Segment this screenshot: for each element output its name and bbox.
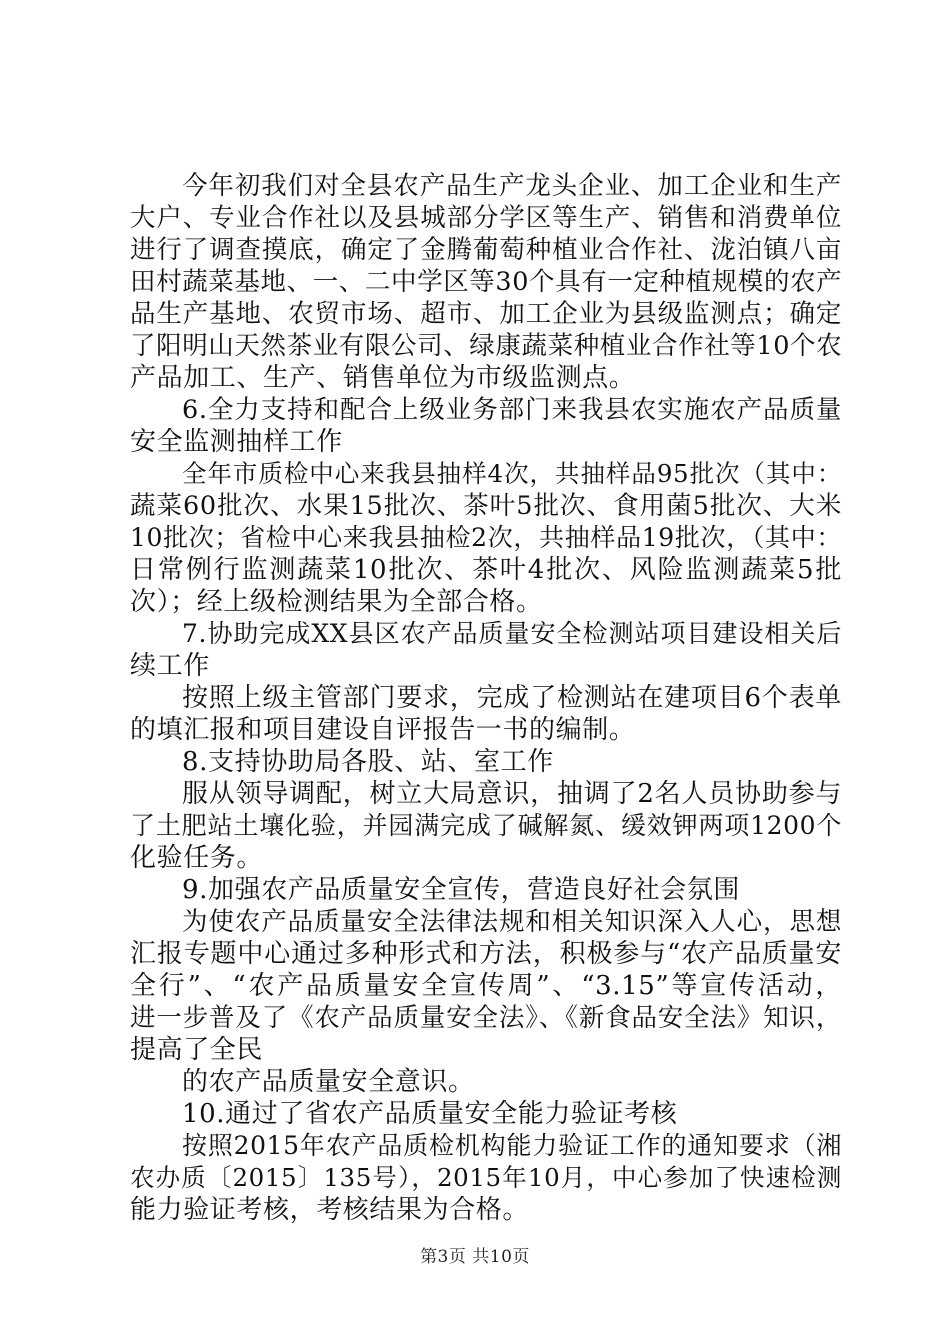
text-line: 全年市质检中心来我县抽样4次，共抽样品95批次（其中：: [182, 459, 842, 488]
page-number-footer: 第3页 共10页: [420, 1247, 530, 1267]
section-heading: 7.协助完成XX县区农产品质量安全检测站项目建设相关后: [182, 619, 842, 648]
text-line: 化验任务。: [130, 843, 264, 873]
text-line: 今年初我们对全县农产品生产龙头企业、加工企业和生产: [182, 171, 842, 201]
section-heading: 安全监测抽样工作: [130, 427, 343, 457]
document-body: [130, 170, 842, 1226]
section-heading: 10.通过了省农产品质量安全能力验证考核: [182, 1099, 678, 1129]
text-line: 产品加工、生产、销售单位为市级监测点。: [130, 363, 636, 393]
text-line: 按照2015年农产品质检机构能力验证工作的通知要求（湘: [182, 1131, 842, 1160]
text-line: 进一步普及了《农产品质量安全法》、《新食品安全法》知识，: [130, 1003, 842, 1033]
text-line: 为使农产品质量安全法律法规和相关知识深入人心，思想: [182, 907, 842, 937]
text-line: 品生产基地、农贸市场、超市、加工企业为县级监测点；确定: [130, 299, 842, 329]
text-line: 大户、专业合作社以及县城部分学区等生产、销售和消费单位: [130, 203, 842, 233]
section-heading: 8.支持协助局各股、站、室工作: [182, 747, 554, 777]
text-line: 能力验证考核，考核结果为合格。: [130, 1195, 530, 1225]
text-line: 了土肥站土壤化验，并园满完成了碱解氮、缓效钾两项1200个: [130, 811, 842, 840]
text-line: 服从领导调配，树立大局意识，抽调了2名人员协助参与: [182, 779, 842, 809]
text-line: 全行”、“农产品质量安全宣传周”、“3.15”等宣传活动，: [130, 971, 842, 1001]
text-line: 农办质〔2015〕135号），2015年10月，中心参加了快速检测: [130, 1163, 842, 1192]
text-line: 10批次；省检中心来我县抽检2次，共抽样品19批次，（其中：: [130, 523, 842, 552]
text-line: 次）；经上级检测结果为全部合格。: [130, 587, 543, 617]
text-line: 田村蔬菜基地、一、二中学区等30个具有一定种植规模的农产: [130, 267, 843, 297]
section-heading: 续工作: [130, 651, 210, 681]
text-line: 日常例行监测蔬菜10批次、茶叶4批次、风险监测蔬菜5批: [130, 555, 842, 585]
text-line: 了阳明山天然茶业有限公司、绿康蔬菜种植业合作社等10个农: [130, 331, 843, 361]
text-line: 汇报专题中心通过多种形式和方法，积极参与“农产品质量安: [130, 939, 842, 969]
text-line: 按照上级主管部门要求，完成了检测站在建项目6个表单: [182, 683, 842, 713]
text-line: 提高了全民: [130, 1035, 264, 1065]
section-heading: 6.全力支持和配合上级业务部门来我县农实施农产品质量: [182, 395, 842, 425]
section-heading: 9.加强农产品质量安全宣传，营造良好社会氛围: [182, 875, 741, 905]
text-line: 进行了调查摸底，确定了金腾葡萄种植业合作社、泷泊镇八亩: [130, 235, 842, 265]
text-line: 的填汇报和项目建设自评报告一书的编制。: [130, 715, 636, 745]
text-line: 的农产品质量安全意识。: [182, 1067, 475, 1097]
text-line: 蔬菜60批次、水果15批次、茶叶5批次、食用菌5批次、大米: [130, 491, 842, 521]
